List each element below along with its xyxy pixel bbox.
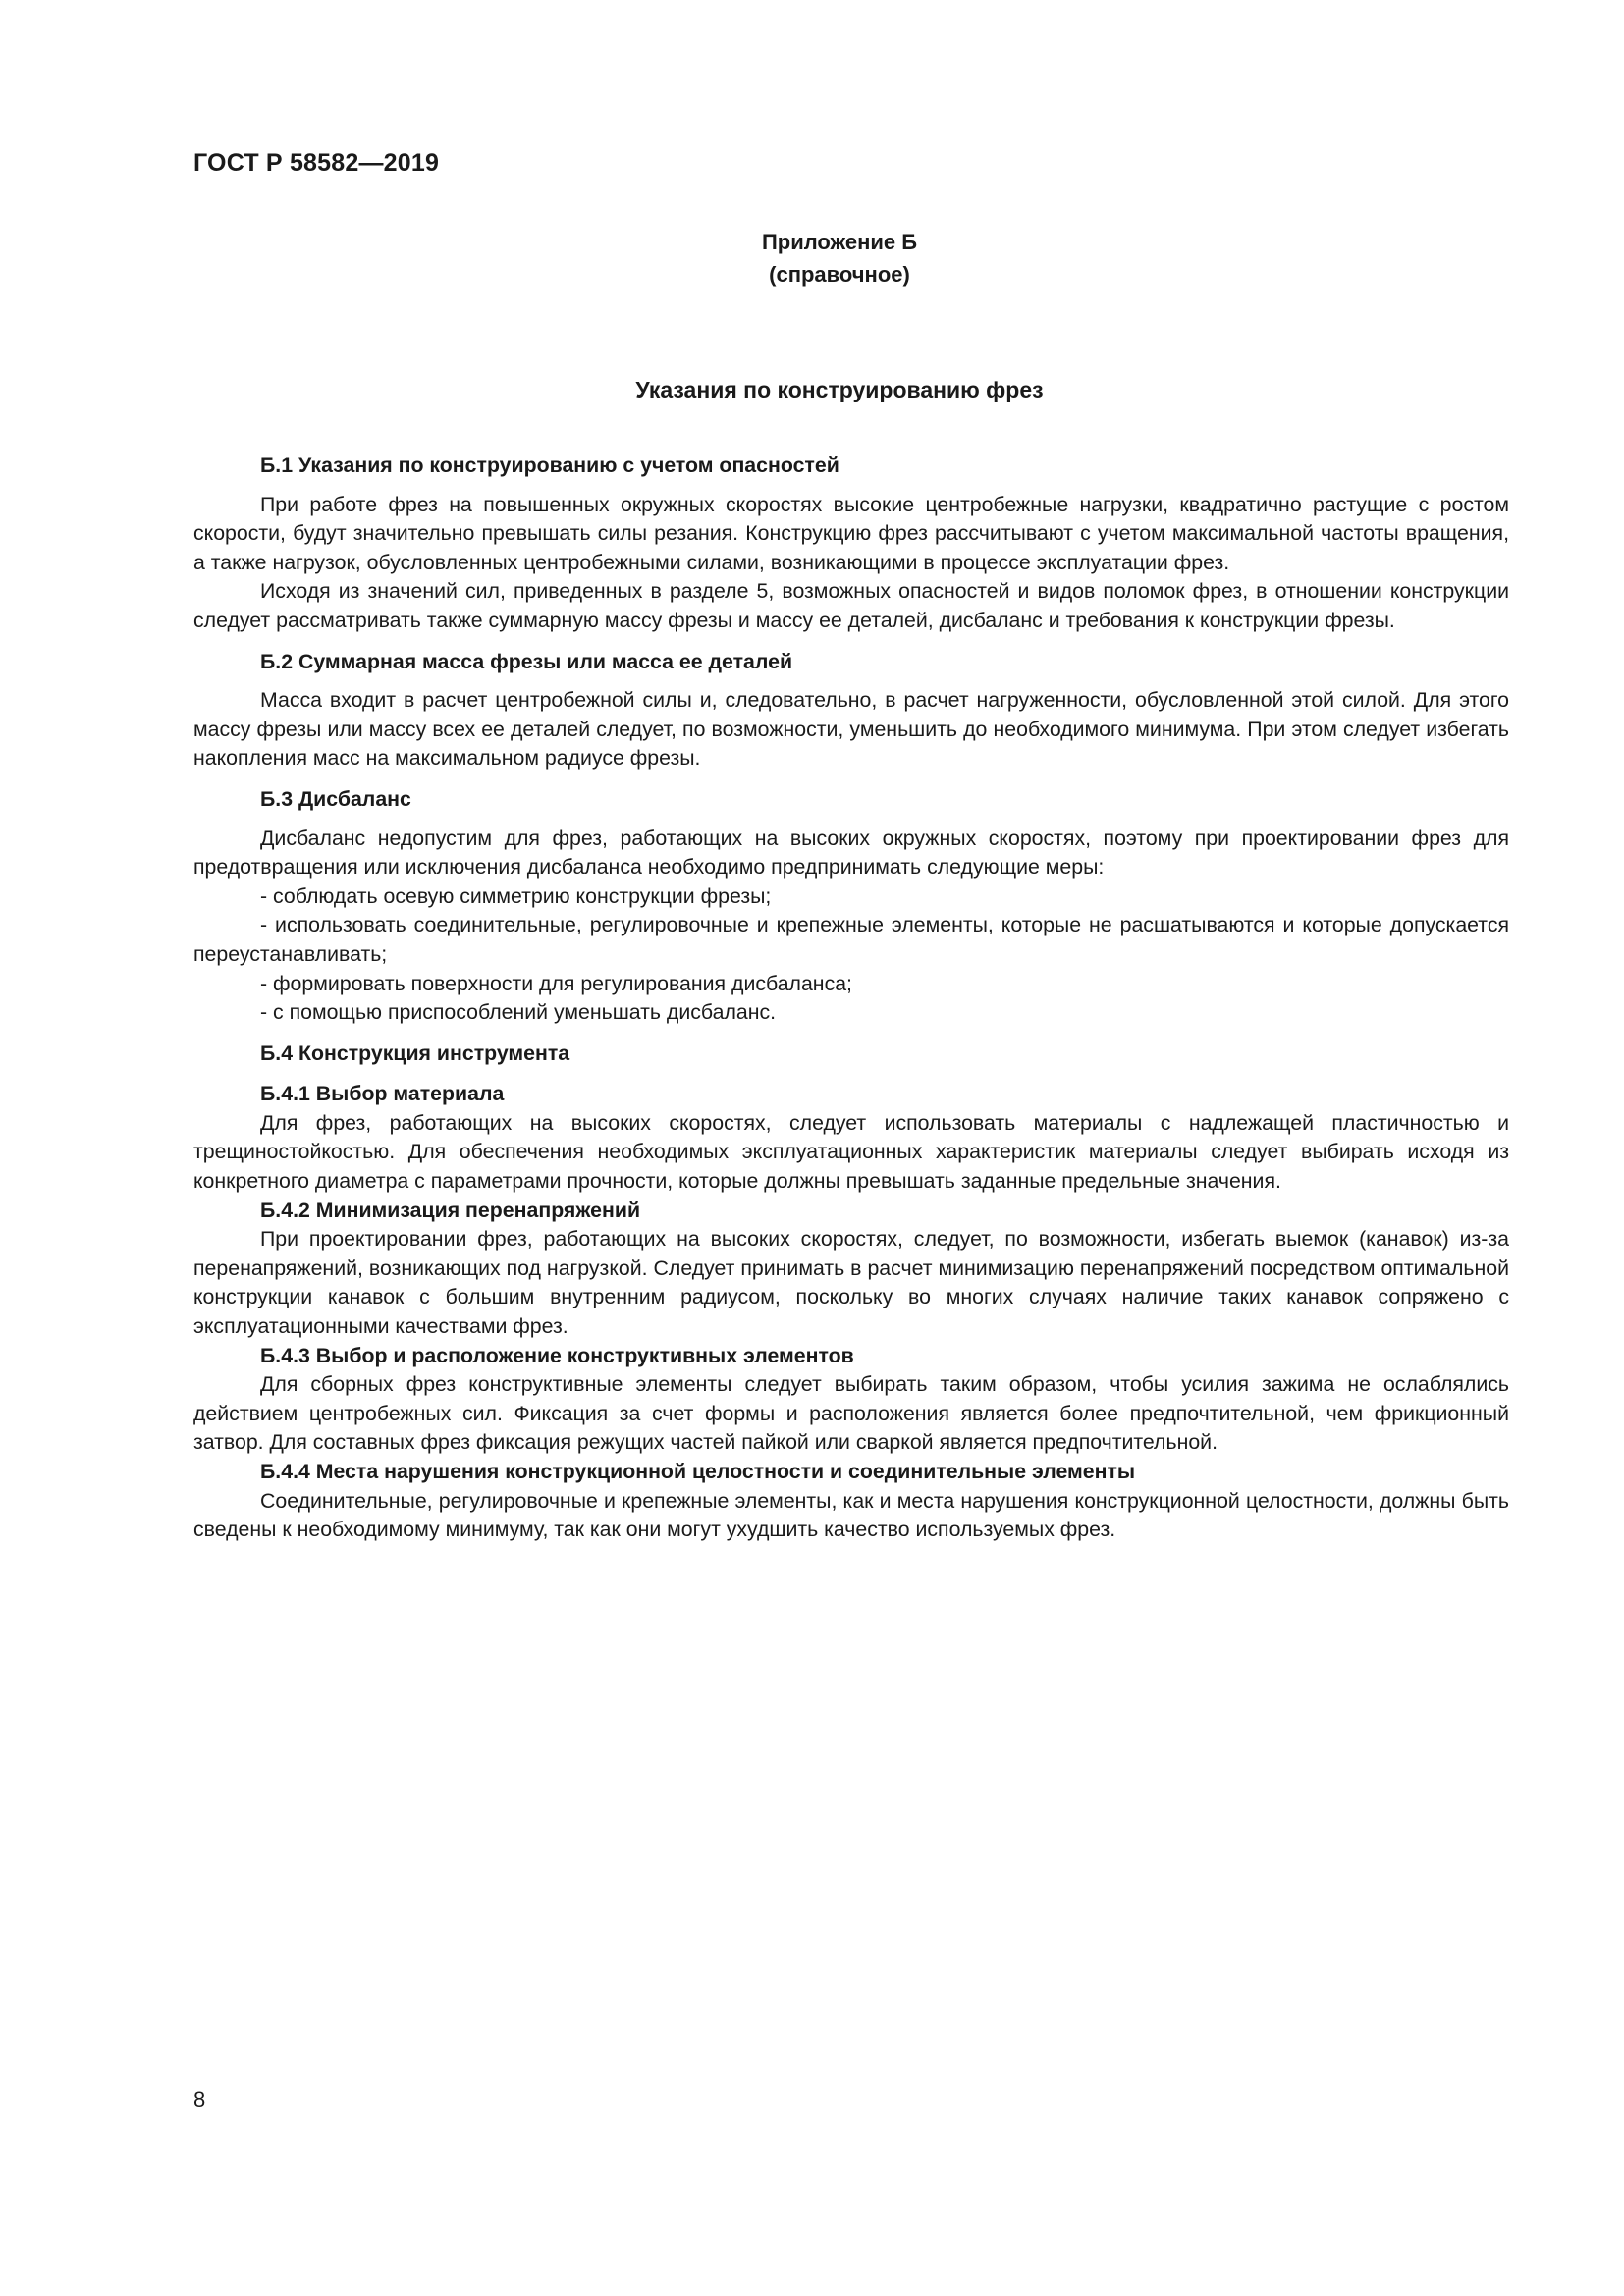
list-item: - формировать поверхности для регулирования дисбаланса; [260, 971, 852, 995]
paragraph: При проектировании фрез, работающих на высоких скоростях, следует, по возможности, избегать выемок (канавок) из-за перенапряжений, возникающих под нагрузкой. Следует принимать в расчет минимизацию перенапряжений посредством оптимальной конструкции канавок с большим внутренним радиусом, поскольку во многих случаях наличие таких канавок сопряжено с эксплуатационными качествами фрез. [193, 1227, 1509, 1339]
list-item: - использовать соединительные, регулировочные и крепежные элементы, которые не расшатываются и которые допускается переустанавливать; [193, 913, 1509, 966]
paragraph: Соединительные, регулировочные и крепежные элементы, как и места нарушения конструкционной целостности, должны быть сведены к необходимому минимуму, так как они могут ухудшить качество используемых фрез. [193, 1488, 1509, 1542]
paragraph: Для сборных фрез конструктивные элементы следует выбирать таким образом, чтобы усилия зажима не ослаблялись действием центробежных сил. Фиксация за счет формы и расположения является более предпочтительной, чем фрикционный затвор. Для составных фрез фиксация режущих частей пайкой или сваркой является предпочтительной. [193, 1372, 1509, 1455]
subsection-heading-b41: Б.4.1 Выбор материала [260, 1082, 505, 1106]
list-item: - с помощью приспособлений уменьшать дисбаланс. [260, 1000, 777, 1025]
section-heading-b4: Б.4 Конструкция инструмента [260, 1041, 570, 1065]
appendix-title: Приложение Б [761, 230, 918, 254]
paragraph: Для фрез, работающих на высоких скоростях, следует использовать материалы с надлежащей пластичностью и трещиностойкостью. Для обеспечения необходимых эксплуатационных характеристик материалы следует выбирать исходя из конкретного диаметра с параметрами прочности, которые должны превышать заданные предельные значения. [193, 1110, 1509, 1194]
appendix-header [0, 226, 1624, 291]
list-item: - соблюдать осевую симметрию конструкции фрезы; [260, 883, 772, 908]
document-body [193, 452, 1509, 1545]
section-heading-b1: Б.1 Указания по конструированию с учетом опасностей [260, 454, 839, 477]
section-heading-b2: Б.2 Суммарная масса фрезы или масса ее деталей [260, 649, 793, 673]
section-heading-b3: Б.3 Дисбаланс [260, 786, 411, 811]
subsection-heading-b44: Б.4.4 Места нарушения конструкционной целостности и соединительные элементы [260, 1460, 1136, 1483]
document-code: ГОСТ Р 58582—2019 [193, 149, 440, 177]
paragraph: Исходя из значений сил, приведенных в разделе 5, возможных опасностей и видов поломок фрез, в отношении конструкции следует рассматривать также суммарную массу фрезы и массу ее деталей, дисбаланс и требования к конструкции фрезы. [193, 579, 1509, 632]
main-title: Указания по конструированию фрез [635, 377, 1044, 402]
subsection-heading-b43: Б.4.3 Выбор и расположение конструктивных элементов [260, 1343, 854, 1367]
appendix-status: (справочное) [769, 262, 910, 287]
subsection-heading-b42: Б.4.2 Минимизация перенапряжений [260, 1198, 641, 1222]
paragraph: При работе фрез на повышенных окружных скоростях высокие центробежные нагрузки, квадратично растущие с ростом скорости, будут значительно превышать силы резания. Конструкцию фрез рассчитывают с учетом максимальной частоты вращения, а также нагрузок, обусловленных центробежными силами, возникающими в процессе эксплуатации фрез. [193, 492, 1509, 574]
paragraph: Масса входит в расчет центробежной силы и, следовательно, в расчет нагруженности, обусловленной этой силой. Для этого массу фрезы или массу всех ее деталей следует, по возможности, уменьшить до необходимого минимума. При этом следует избегать накопления масс на максимальном радиусе фрезы. [193, 688, 1509, 771]
page-number: 8 [193, 2087, 206, 2111]
paragraph: Дисбаланс недопустим для фрез, работающих на высоких окружных скоростях, поэтому при проектировании фрез для предотвращения или исключения дисбаланса необходимо предпринимать следующие меры: [193, 826, 1509, 880]
